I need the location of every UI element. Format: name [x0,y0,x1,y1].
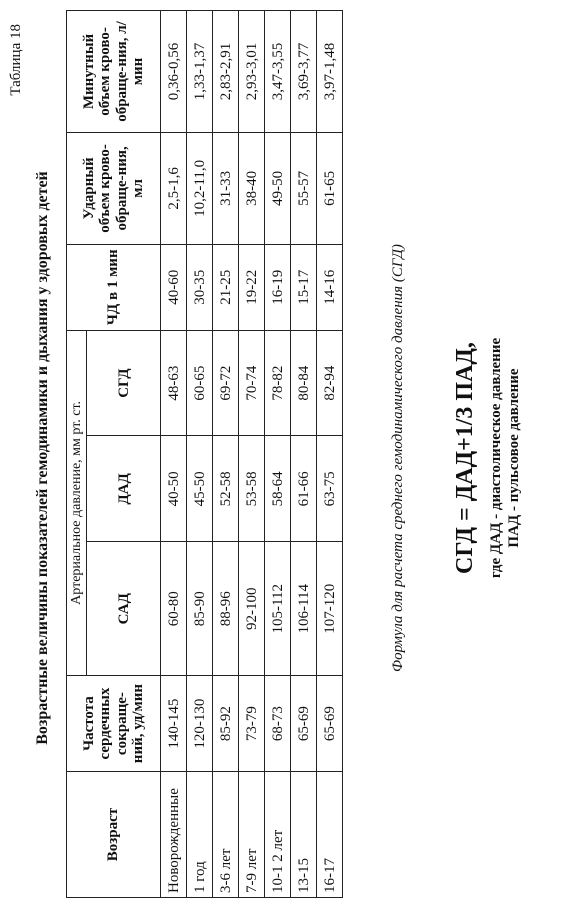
table-row [265,11,291,898]
cell-sgd: 82-94 [317,330,343,436]
cell-hr: 73-79 [239,676,265,772]
header-dad: ДАД [87,436,161,542]
cell-rr: 14-16 [317,244,343,330]
cell-rr: 15-17 [291,244,317,330]
cell-sad: 106-114 [291,542,317,676]
cell-stroke: 2,5-1,6 [161,132,187,244]
cell-dad: 61-66 [291,436,317,542]
cell-dad: 45-50 [187,436,213,542]
cell-hr: 65-69 [317,676,343,772]
table-row [317,11,343,898]
header-sad: САД [87,542,161,676]
cell-age: 10-1 2 лет [265,772,291,898]
header-resp-rate: ЧД в 1 мин [67,244,161,330]
cell-sad: 92-100 [239,542,265,676]
table-caption: Возрастные величины показателей гемодинамики и дыхания у здоровых детей [34,171,51,745]
cell-hr: 85-92 [213,676,239,772]
cell-sad: 105-112 [265,542,291,676]
table-body [161,11,343,898]
cell-stroke: 38-40 [239,132,265,244]
hemodynamics-table [66,10,343,898]
header-stroke-volume: Ударный объем крово-обраще-ния, мл [67,132,161,244]
cell-stroke: 31-33 [213,132,239,244]
cell-sad: 60-80 [161,542,187,676]
cell-minute: 3,69-3,77 [291,11,317,133]
cell-minute: 3,97-1,48 [317,11,343,133]
cell-sgd: 70-74 [239,330,265,436]
cell-minute: 1,33-1,37 [187,11,213,133]
cell-age: Новорожденные [161,772,187,898]
cell-sad: 85-90 [187,542,213,676]
cell-sgd: 48-63 [161,330,187,436]
cell-stroke: 49-50 [265,132,291,244]
cell-minute: 2,93-3,01 [239,11,265,133]
cell-dad: 40-50 [161,436,187,542]
table-row [239,11,265,898]
table-row [213,11,239,898]
cell-minute: 3,47-3,55 [265,11,291,133]
cell-sad: 88-96 [213,542,239,676]
cell-hr: 120-130 [187,676,213,772]
cell-rr: 19-22 [239,244,265,330]
cell-sgd: 60-65 [187,330,213,436]
cell-age: 3-6 лет [213,772,239,898]
cell-stroke: 61-65 [317,132,343,244]
formula-legend-dad: где ДАД - диастолическое давление [488,337,504,579]
cell-hr: 65-69 [291,676,317,772]
cell-stroke: 55-57 [291,132,317,244]
cell-age: 1 год [187,772,213,898]
formula-legend-pad: ПАД - пульсовое давление [506,368,522,548]
cell-stroke: 10,2-11,0 [187,132,213,244]
cell-rr: 30-35 [187,244,213,330]
table-number: Таблица 18 [8,24,24,96]
cell-hr: 140-145 [161,676,187,772]
cell-age: 16-17 [317,772,343,898]
header-minute-volume: Минутный объем крово-обраще-ния, л/мин [67,11,161,133]
header-sgd: СГД [87,330,161,436]
cell-dad: 63-75 [317,436,343,542]
cell-minute: 2,83-2,91 [213,11,239,133]
header-heart-rate: Частота сердечных сокраще-ний, уд/мин [67,676,161,772]
cell-rr: 40-60 [161,244,187,330]
formula: СГД = ДАД+1/3 ПАД, [452,342,478,574]
formula-caption: Формула для расчета среднего гемодинамического давления (СГД) [390,244,406,672]
cell-sgd: 80-84 [291,330,317,436]
cell-hr: 68-73 [265,676,291,772]
header-age: Возраст [67,772,161,898]
cell-sgd: 78-82 [265,330,291,436]
cell-age: 7-9 лет [239,772,265,898]
table-row [161,11,187,898]
cell-dad: 53-58 [239,436,265,542]
cell-sad: 107-120 [317,542,343,676]
cell-age: 13-15 [291,772,317,898]
cell-sgd: 69-72 [213,330,239,436]
cell-dad: 58-64 [265,436,291,542]
cell-rr: 21-25 [213,244,239,330]
cell-minute: 0,36-0,56 [161,11,187,133]
table-row [187,11,213,898]
cell-dad: 52-58 [213,436,239,542]
header-blood-pressure: Артериальное давление, мм рт. ст. [67,330,87,675]
table-row [291,11,317,898]
cell-rr: 16-19 [265,244,291,330]
